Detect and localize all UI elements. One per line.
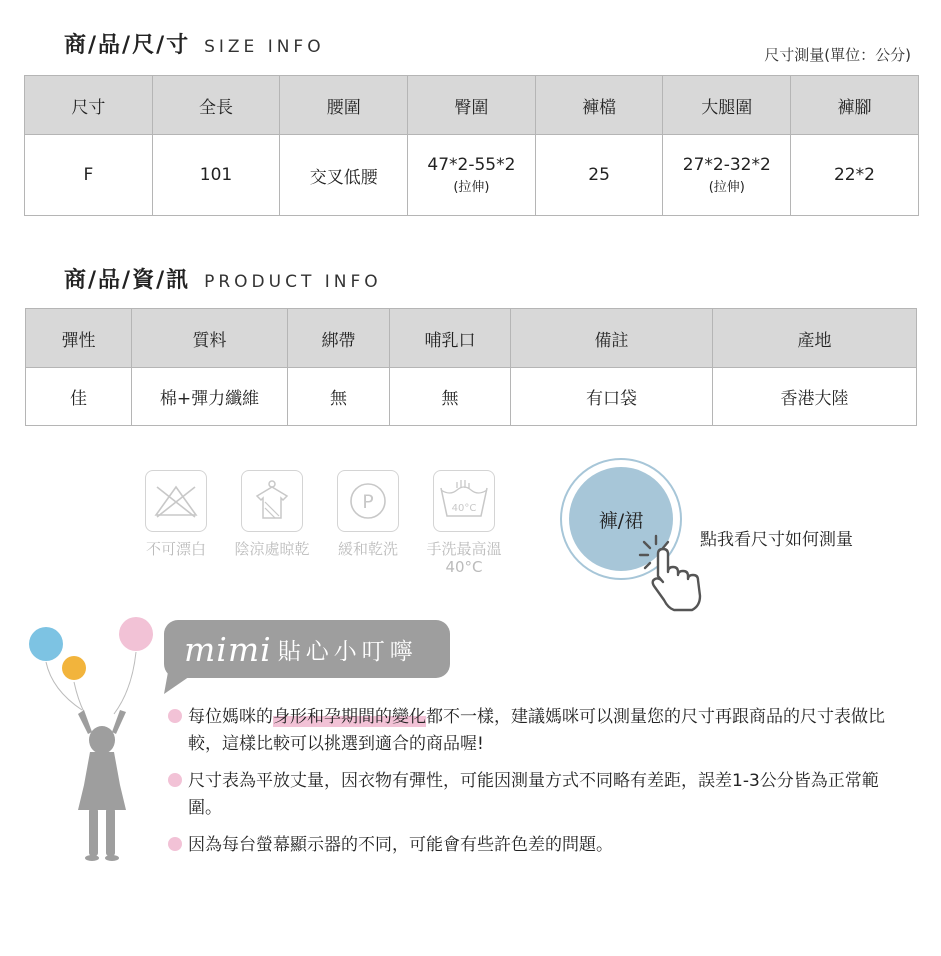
tips-title-banner	[164, 620, 450, 678]
pink-bullet-icon	[168, 709, 182, 723]
size-cell	[791, 135, 919, 216]
care-label: 緩和乾洗	[337, 540, 398, 558]
size-info-title	[64, 28, 325, 59]
size-cell-main: F	[83, 165, 94, 185]
no-bleach-icon	[145, 470, 207, 532]
product-cell: 棉+彈力纖維	[132, 368, 288, 426]
product-cell: 有口袋	[511, 368, 713, 426]
tips-title-mimi: mimi	[184, 629, 272, 669]
size-cell-main: 101	[199, 165, 233, 185]
care-label-line2: 40°C	[445, 558, 483, 576]
care-label-line1: 手洗最高溫	[426, 540, 502, 558]
size-header-cell: 尺寸	[25, 76, 153, 135]
size-header-cell: 腰圍	[280, 76, 408, 135]
tips-list	[168, 704, 908, 869]
pink-bullet-icon	[168, 773, 182, 787]
size-header-cell: 臀圍	[408, 76, 536, 135]
hand-wash-icon	[433, 470, 495, 532]
orange-balloon-icon	[62, 656, 86, 680]
size-cell	[25, 135, 153, 216]
product-header-cell: 備註	[511, 309, 713, 368]
care-label: 陰涼處晾乾	[234, 540, 310, 558]
product-info-title-zh: 商/品/資/訊	[64, 268, 191, 293]
dry-clean-glyph: P	[362, 491, 374, 513]
gentle-dry-clean-icon	[337, 470, 399, 532]
size-cell-sub: (拉伸)	[453, 180, 490, 195]
product-header-cell: 綁帶	[288, 309, 390, 368]
care-item	[320, 470, 416, 576]
tip-text: 尺寸表為平放丈量，因衣物有彈性，可能因測量方式不同略有差距，誤差1-3公分皆為正常範圍。	[188, 771, 879, 818]
size-header-cell: 大腿圍	[663, 76, 791, 135]
pink-balloon-icon	[119, 617, 153, 651]
measure-circle-label: 褲/裙	[569, 467, 673, 571]
product-header-cell: 哺乳口	[390, 309, 511, 368]
size-cell	[280, 135, 408, 216]
size-table-row	[25, 135, 919, 216]
product-table	[25, 308, 917, 426]
tip-text: 因為每台螢幕顯示器的不同，可能會有些許色差的問題。	[188, 835, 613, 855]
product-cell: 佳	[26, 368, 132, 426]
care-item	[224, 470, 320, 576]
tip-highlight: 身形和孕期間的變化	[273, 707, 426, 727]
size-info-title-zh: 商/品/尺/寸	[64, 33, 191, 58]
product-table-header-row	[26, 309, 917, 368]
tip-item	[168, 704, 908, 758]
size-table-header-row	[25, 76, 919, 135]
product-cell: 無	[390, 368, 511, 426]
care-label	[426, 540, 501, 576]
tip-item	[168, 832, 908, 859]
product-table-row	[26, 368, 917, 426]
size-header-cell: 全長	[152, 76, 280, 135]
care-item	[416, 470, 512, 576]
measure-unit-note: 尺寸測量(單位：公分)	[764, 46, 911, 64]
size-cell	[663, 135, 791, 216]
tip-item	[168, 768, 908, 822]
care-icons	[128, 470, 512, 576]
product-info-title-en: PRODUCT INFO	[204, 272, 382, 292]
size-info-title-en: SIZE INFO	[204, 37, 325, 57]
size-cell-main: 47*2-55*2	[427, 155, 516, 175]
size-cell	[408, 135, 536, 216]
tip-text-after: 都不一樣，建議媽咪可以測量您的尺寸再跟商品的尺寸表做比較，這樣比較可以挑選到適合的商品喔!	[188, 707, 885, 754]
speech-bubble-tail	[162, 672, 202, 696]
shade-dry-icon	[241, 470, 303, 532]
product-info-title	[64, 263, 382, 294]
care-item	[128, 470, 224, 576]
care-label: 不可漂白	[145, 540, 206, 558]
product-header-cell: 彈性	[26, 309, 132, 368]
pink-bullet-icon	[168, 837, 182, 851]
product-cell: 無	[288, 368, 390, 426]
girl-silhouette	[78, 710, 126, 861]
blue-balloon-icon	[29, 627, 63, 661]
size-cell-main: 27*2-32*2	[682, 155, 771, 175]
product-header-cell: 質料	[132, 309, 288, 368]
size-table	[24, 75, 919, 216]
tip-text: 每位媽咪的	[188, 707, 273, 727]
product-cell: 香港大陸	[713, 368, 917, 426]
size-header-cell: 褲腳	[791, 76, 919, 135]
size-cell	[535, 135, 663, 216]
measure-guide-link[interactable]: 點我看尺寸如何測量	[700, 530, 853, 550]
size-cell-main: 交叉低腰	[309, 167, 378, 188]
size-cell-sub: (拉伸)	[708, 180, 745, 195]
size-cell	[152, 135, 280, 216]
product-header-cell: 產地	[713, 309, 917, 368]
size-cell-main: 22*2	[833, 165, 875, 185]
hand-wash-glyph: 40°C	[451, 503, 477, 514]
size-cell-main: 25	[588, 165, 610, 185]
tips-title-zh: 貼心小叮嚀	[277, 638, 418, 665]
size-header-cell: 褲檔	[535, 76, 663, 135]
balloon-girl-illustration	[22, 610, 162, 880]
